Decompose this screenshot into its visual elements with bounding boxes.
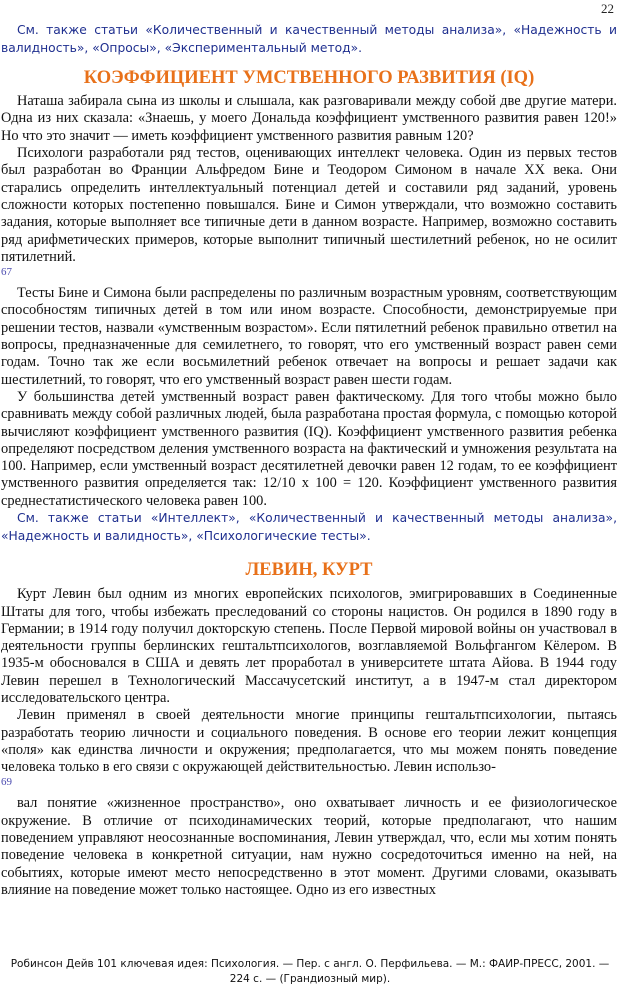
see-also-top: См. также статьи «Количественный и качественный методы анализа», «Надежность и валидность», «Опросы», «Экспериментальный метод». (1, 23, 617, 55)
iq-paragraph-2: Психологи разработали ряд тестов, оценивающих интеллект человека. Один из первых тестов был разработан во Франции Альфредом Бине и Теодором Симоном в начале XX века. Они старались определить интеллектуальный потенциал детей и составили ряд заданий, уровень сложности которых постепенно повышался. Бине и Симон утверждали, что возможно составить задания, которые выполняет все типичные дети в данном возрасте. Например, возможно составить ряд арифметических примеров, которые выполнит типичный шестилетний ребенок, но не осилит пятилетний. (1, 145, 617, 265)
lewin-paragraph-2: Левин применял в своей деятельности многие принципы гештальтпсихологии, пытаясь разработать теорию личности и социального поведения. В основе его теории лежит концепция «поля» как единства личности и окружения; предполагается, что мы можем понять поведение человека только в его связи с окружающей действительностью. Левин использо- (1, 707, 617, 776)
lewin-paragraph-1: Курт Левин был одним из многих европейских психологов, эмигрировавших в Соединенные Штаты для того, чтобы избежать преследований со стороны нацистов. Он родился в 1890 году в Германии; в 1914 году получил докторскую степень. После Первой мировой войны он участвовал в деятельности группы берлинских гештальтпсихологов, возглавляемой Вольфгангом Кёлером. В 1935-м обосновался в США и девять лет проработал в университете штата Айова. В 1944 году Левин перешел в Технологический Массачусетский институт, а в 1947-м стал директором исследовательского центра. (1, 586, 617, 706)
iq-paragraph-3: Тесты Бине и Симона были распределены по различным возрастным уровням, соответствующим способностям типичных детей в том или ином возрасте. Способности, демонстрируемые при решении тестов, назвали «умственным возрастом». Если пятилетний ребенок правильно ответил на вопросы, предназначенные для семилетнего, то говорят, что его умственный возраст равен семи годам. Точно так же если восьмилетний ребенок отвечает на вопросы и решает задачи как шестилетний, то говорят, что его умственный возраст равен шести годам. (1, 285, 617, 388)
bibliographic-footer: Робинсон Дейв 101 ключевая идея: Психология. — Пер. с англ. О. Перфильева. — М.: ФАИР-ПРЕСС, 2001. — 224 с. — (Грандиозный мир). (10, 958, 610, 985)
page-number: 22 (601, 1, 614, 16)
section-title-iq: КОЭФФИЦИЕНТ УМСТВЕННОГО РАЗВИТИЯ (IQ) (83, 68, 535, 89)
section-title-lewin: ЛЕВИН, КУРТ (245, 560, 373, 581)
lewin-paragraph-3: вал понятие «жизненное пространство», оно охватывает личность и ее физиологическое окружение. В отличие от психодинамических теорий, которые предполагают, что нашим поведением управляют неосознанные воспоминания, Левин утверждал, что, если мы хотим понять поведение человека в конкретной ситуации, нам нужно сосредоточиться именно на ней, на событиях, которые имеют место непосредственно в этот момент. Другими словами, оказывать влияние на поведение может только настоящее. Одно из его известных (1, 795, 617, 898)
page-marker-69: 69 (1, 776, 12, 789)
see-also-iq: См. также статьи «Интеллект», «Количественный и качественный методы анализа», «Надежность и валидность», «Психологические тесты». (1, 511, 617, 543)
iq-paragraph-4: У большинства детей умственный возраст равен фактическому. Для того чтобы можно было сравнивать между собой различных людей, была разработана простая формула, с помощью которой вычисляют коэффициент умственного развития (IQ). Коэффициент умственного развития ребенка определяют посредством деления умственного возраста на фактический и умножения результата на 100. Например, если умственный возраст десятилетней девочки равен 12 годам, то ее коэффициент умственного развития определяется так: 12/10 x 100 = 120. Коэффициент умственного развития среднестатистического человека равен 100. (1, 388, 617, 509)
iq-paragraph-1: Наташа забирала сына из школы и слышала, как разговаривали между собой две другие матери. Одна из них сказала: «Знаешь, у моего Дональда коэффициент умственного развития равен 120!» Но что это значит — иметь коэффициент умственного развития равным 120? (1, 93, 617, 144)
page-content (0, 22, 620, 899)
page-marker-67: 67 (1, 266, 12, 279)
